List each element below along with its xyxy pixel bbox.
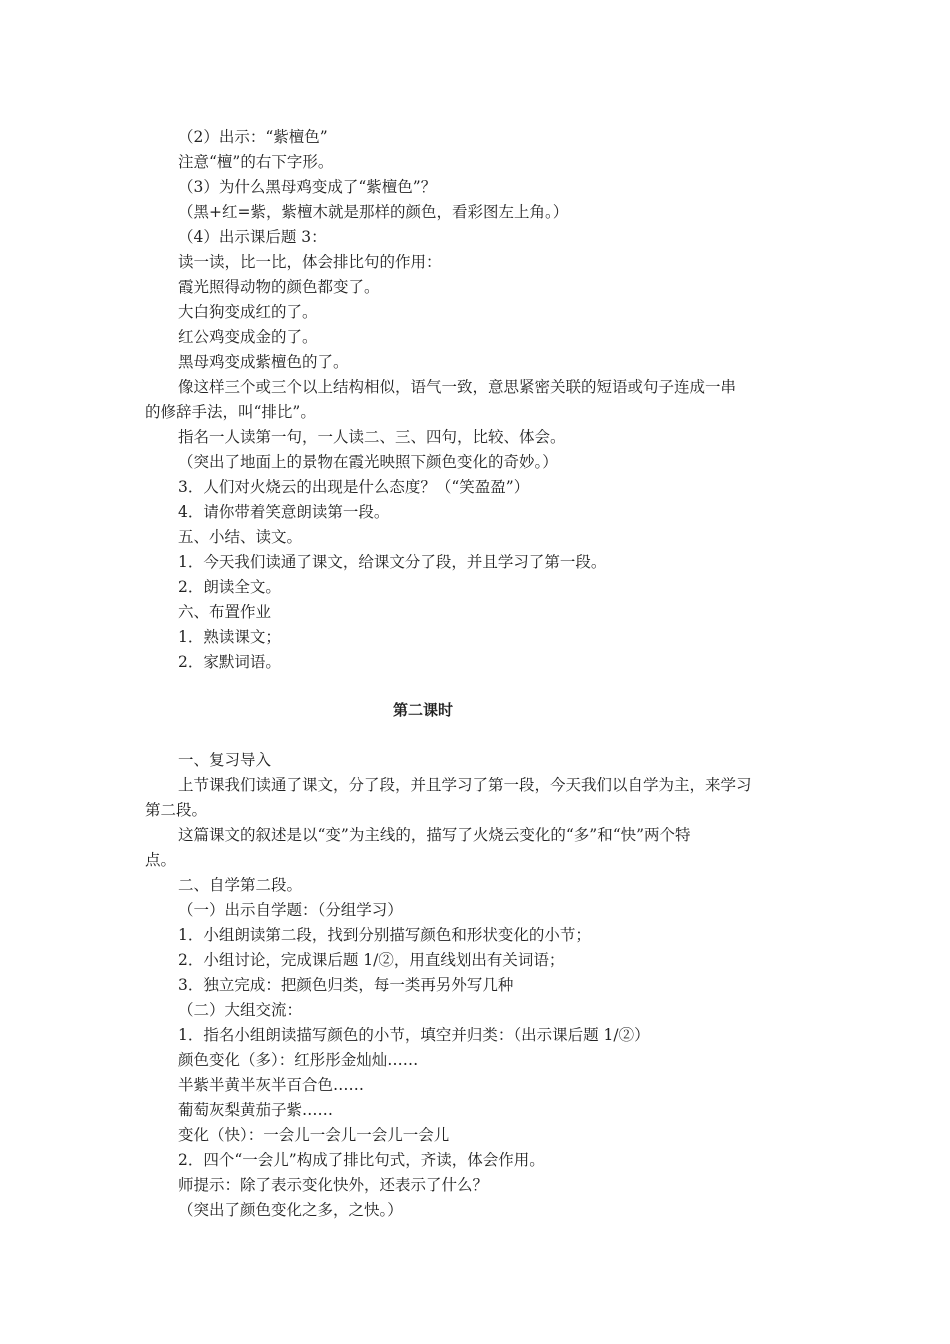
text-line: 4．请你带着笑意朗读第一段。 bbox=[178, 503, 390, 521]
text-line: 五、小结、读文。 bbox=[178, 528, 303, 546]
text-line: 读一读，比一比，体会排比句的作用： bbox=[178, 253, 442, 271]
text-line: 注意“檀”的右下字形。 bbox=[178, 153, 334, 171]
text-line: 葡萄灰梨黄茄子紫…… bbox=[178, 1101, 334, 1119]
text-line: 上节课我们读通了课文，分了段，并且学习了第一段，今天我们以自学为主，来学习 bbox=[178, 776, 752, 794]
text-line: 3．独立完成：把颜色归类，每一类再另外写几种 bbox=[178, 976, 514, 994]
text-line: （3）为什么黑母鸡变成了“紫檀色”？ bbox=[178, 178, 437, 196]
text-line: 这篇课文的叙述是以“变”为主线的，描写了火烧云变化的“多”和“快”两个特 bbox=[178, 826, 691, 844]
text-line: 的修辞手法，叫“排比”。 bbox=[145, 403, 316, 421]
text-line: 点。 bbox=[145, 851, 177, 869]
text-line: （4）出示课后题 3： bbox=[178, 228, 327, 246]
text-line: 1．指名小组朗读描写颜色的小节，填空并归类：（出示课后题 1/②） bbox=[178, 1026, 650, 1044]
text-line: 3．人们对火烧云的出现是什么态度？（“笑盈盈”） bbox=[178, 478, 530, 496]
text-line: 六、布置作业 bbox=[178, 603, 272, 621]
section-title: 第二课时 bbox=[393, 701, 454, 719]
text-line: 第二段。 bbox=[145, 801, 208, 819]
text-line: （一）出示自学题：（分组学习） bbox=[178, 901, 403, 919]
text-line: （黑+红=紫，紫檀木就是那样的颜色，看彩图左上角。） bbox=[178, 203, 569, 221]
text-line: （2）出示：“紫檀色” bbox=[178, 128, 328, 146]
text-line: 师提示：除了表示变化快外，还表示了什么？ bbox=[178, 1176, 489, 1194]
text-line: 2．小组讨论，完成课后题 1/②，用直线划出有关词语； bbox=[178, 951, 565, 969]
text-line: （二）大组交流： bbox=[178, 1001, 303, 1019]
text-line: 二、自学第二段。 bbox=[178, 876, 303, 894]
text-line: 像这样三个或三个以上结构相似，语气一致，意思紧密关联的短语或句子连成一串 bbox=[178, 378, 737, 396]
text-line: 红公鸡变成金的了。 bbox=[178, 328, 318, 346]
text-line: 黑母鸡变成紫檀色的了。 bbox=[178, 353, 349, 371]
text-line: 指名一人读第一句，一人读二、三、四句，比较、体会。 bbox=[178, 428, 566, 446]
text-line: 变化（快）：一会儿一会儿一会儿一会儿 bbox=[178, 1126, 450, 1144]
text-line: 2．四个“一会儿”构成了排比句式，齐读，体会作用。 bbox=[178, 1151, 545, 1169]
text-line: 1．小组朗读第二段，找到分别描写颜色和形状变化的小节； bbox=[178, 926, 591, 944]
text-line: （突出了颜色变化之多，之快。） bbox=[178, 1201, 403, 1219]
text-line: 2．家默词语。 bbox=[178, 653, 281, 671]
text-line: 半紫半黄半灰半百合色…… bbox=[178, 1076, 365, 1094]
text-line: 1．今天我们读通了课文，给课文分了段，并且学习了第一段。 bbox=[178, 553, 607, 571]
text-line: 1．熟读课文； bbox=[178, 628, 281, 646]
text-line: 颜色变化（多）：红彤彤金灿灿…… bbox=[178, 1051, 419, 1069]
text-line: （突出了地面上的景物在霞光映照下颜色变化的奇妙。） bbox=[178, 453, 558, 471]
text-line: 一、复习导入 bbox=[178, 751, 272, 769]
text-line: 2．朗读全文。 bbox=[178, 578, 281, 596]
text-line: 大白狗变成红的了。 bbox=[178, 303, 318, 321]
text-line: 霞光照得动物的颜色都变了。 bbox=[178, 278, 380, 296]
